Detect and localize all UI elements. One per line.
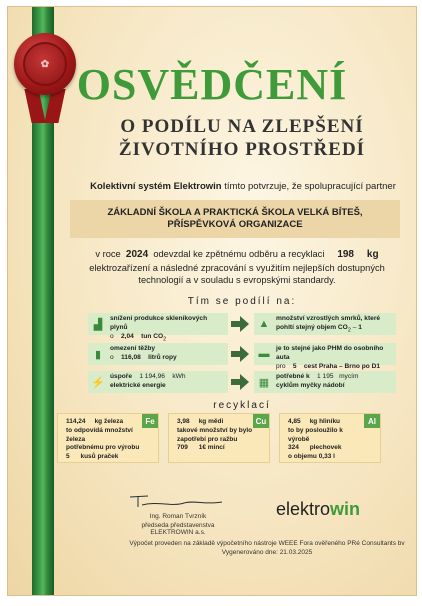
- signatory-name: Ing. Roman Tvrzník: [149, 513, 207, 520]
- impact-row: [88, 313, 396, 343]
- impact-heading: Tím se podílí na:: [187, 296, 297, 307]
- arrow-right-icon: [231, 346, 249, 362]
- year-value: 2024: [125, 249, 149, 260]
- intro-text: Kolektivní systém Elektrowin tímto potvrzuje, že spolupracující partner: [90, 181, 396, 192]
- impact-item-emissions: ▟ snížení produkce skleníkových plynů o 2,04 tun $CO_2$: [88, 313, 228, 335]
- dishwasher-icon: ▦: [258, 376, 270, 389]
- element-tag-al: Al: [364, 414, 380, 428]
- impact-item-energy: ⚡ úspoře 1 194,96 kWh elektrické energie: [88, 371, 228, 393]
- recycling-box-copper: Cu 3,98 kg mědi takové množství by bylo zapotřebí pro ražbu 709 1€ mincí: [168, 413, 270, 463]
- partner-name-box: [70, 200, 400, 238]
- certificate-title: OSVĚDČENÍ: [76, 60, 348, 109]
- impact-row: [88, 343, 396, 370]
- partner-name-line1: ZÁKLADNÍ ŠKOLA A PRAKTICKÁ ŠKOLA VELKÁ BÍTEŠ,: [107, 207, 363, 218]
- recycling-heading: recyklací: [213, 400, 271, 411]
- recycling-statement: v roce 2024 odevzdal ke zpětnému odběru a recyklaci 198 kg elektrozařízení a následné zpracování s využitím nejlepších dostupných technologií a v souladu s evropskými standardy.: [89, 249, 385, 285]
- signatory-role: předseda představenstva ELEKTROWIN a.s.: [141, 522, 215, 536]
- trees-icon: ▲: [258, 318, 270, 330]
- elektrowin-logo: elektrowin: [276, 499, 361, 519]
- element-tag-cu: Cu: [253, 414, 269, 428]
- recycling-box-aluminium: Al 4,85 kg hliníku to by posloužilo k výrobě 324 plechovek o objemu 0,33 l: [279, 413, 381, 463]
- signature-icon: [128, 493, 224, 511]
- arrow-right-icon: [231, 316, 249, 332]
- energy-bolt-icon: ⚡: [91, 376, 105, 389]
- impact-item-dishwasher: ▦ potřebné k 1 195 mycím cyklům myčky nádobí: [254, 371, 396, 393]
- certificate-page: [7, 6, 417, 596]
- impact-item-trees: ▲ množství vzrostlých smrků, které pohltí stejný objem $CO_2 - 1$: [254, 313, 396, 335]
- impact-item-car: ▬ je to stejné jako PHM do osobního auta pro 5 cest Praha – Brno po D1: [254, 343, 396, 365]
- impact-item-oil: ▮ omezení těžby o 116,08 litrů ropy: [88, 343, 228, 365]
- element-tag-fe: Fe: [142, 414, 158, 428]
- oil-barrel-icon: ▮: [94, 348, 102, 361]
- amount-value: 198: [337, 249, 354, 260]
- footer-note: Výpočet proveden na základě výpočetního nástroje WEEE Fora ověřeného PRé Consultants bv Vygenerováno dne: 21.03.2025: [129, 540, 405, 556]
- partner-name-line2: PŘÍSPĚVKOVÁ ORGANIZACE: [167, 219, 303, 230]
- car-icon: ▬: [258, 348, 270, 360]
- arrow-right-icon: [231, 374, 249, 390]
- wax-seal-icon: ✿: [14, 33, 76, 95]
- impact-row: [88, 371, 396, 393]
- factory-icon: ▟: [93, 318, 103, 331]
- certificate-subtitle: O PODÍLU NA ZLEPŠENÍ ŽIVOTNÍHO PROSTŘEDÍ: [118, 116, 366, 160]
- recycling-box-iron: Fe 114,24 kg železa to odpovídá množství železa potřebnému pro výrobu 5 kusů praček: [57, 413, 159, 463]
